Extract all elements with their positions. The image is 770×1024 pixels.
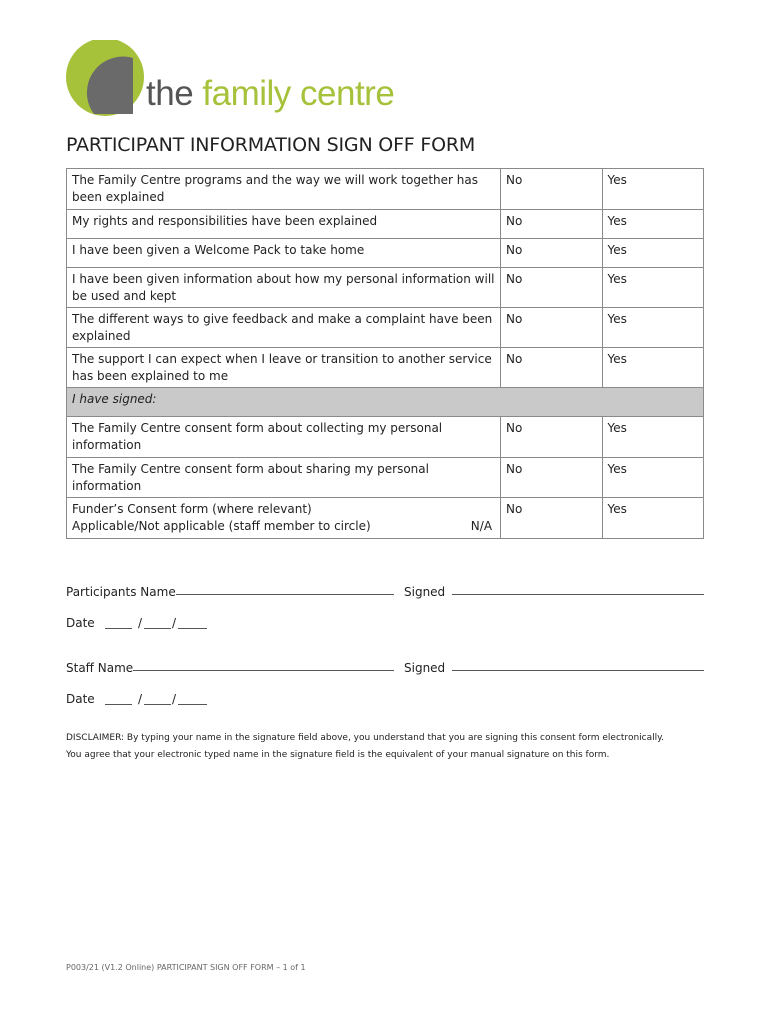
funder-row-question: [67, 498, 501, 539]
row-question: The Family Centre programs and the way we will work together has been explained: [67, 169, 501, 210]
table-row: [67, 308, 704, 348]
date-separator: /: [138, 616, 143, 630]
no-option[interactable]: No: [501, 417, 602, 458]
row-question: The different ways to give feedback and make a complaint have been explained: [67, 308, 501, 348]
participant-date-label: Date: [66, 616, 95, 630]
participant-name-field[interactable]: [176, 594, 394, 595]
staff-signed-label: Signed: [404, 661, 446, 675]
table-row: [67, 458, 704, 498]
row-question: The Family Centre consent form about collecting my personal information: [67, 417, 501, 458]
yes-option[interactable]: Yes: [602, 458, 704, 498]
yes-option[interactable]: Yes: [602, 348, 704, 388]
no-option[interactable]: No: [501, 458, 602, 498]
date-separator: /: [138, 692, 143, 706]
table-row: [67, 210, 704, 239]
yes-option[interactable]: Yes: [602, 417, 704, 458]
table-row: [67, 268, 704, 308]
staff-name-field[interactable]: [133, 670, 394, 671]
staff-name-label: Staff Name: [66, 661, 134, 675]
staff-date-year-field[interactable]: [178, 704, 207, 705]
staff-date-month-field[interactable]: [144, 704, 171, 705]
row-question: The support I can expect when I leave or transition to another service has been explained to me: [67, 348, 501, 388]
no-option[interactable]: No: [501, 169, 602, 210]
no-option[interactable]: No: [501, 498, 602, 539]
logo: [64, 40, 464, 130]
yes-option[interactable]: Yes: [602, 210, 704, 239]
participant-date-year-field[interactable]: [178, 628, 207, 629]
staff-date-day-field[interactable]: [105, 704, 132, 705]
participant-date-day-field[interactable]: [105, 628, 132, 629]
table-row: [67, 169, 704, 210]
page-title: PARTICIPANT INFORMATION SIGN OFF FORM: [66, 134, 476, 156]
funder-line2: [72, 518, 495, 535]
yes-option[interactable]: Yes: [602, 268, 704, 308]
participant-date-month-field[interactable]: [144, 628, 171, 629]
no-option[interactable]: No: [501, 210, 602, 239]
no-option[interactable]: No: [501, 348, 602, 388]
row-question: My rights and responsibilities have been explained: [67, 210, 501, 239]
na-option[interactable]: N/A: [470, 518, 493, 533]
section-header-row: [67, 388, 704, 417]
logo-wordmark: [146, 76, 394, 111]
page-footer: P003/21 (V1.2 Online) PARTICIPANT SIGN OFF FORM – 1 of 1: [66, 963, 306, 972]
funder-line1: Funder’s Consent form (where relevant): [72, 502, 312, 516]
row-question: I have been given a Welcome Pack to take home: [67, 239, 501, 268]
yes-option[interactable]: Yes: [602, 239, 704, 268]
logo-word-rest: family centre: [202, 74, 395, 113]
table-row: [67, 239, 704, 268]
yes-option[interactable]: Yes: [602, 169, 704, 210]
row-question: I have been given information about how my personal information will be used and kept: [67, 268, 501, 308]
disclaimer-line1: DISCLAIMER: By typing your name in the signature field above, you understand that you are signing this consent form electronically.: [66, 733, 665, 743]
no-option[interactable]: No: [501, 268, 602, 308]
participant-name-label: Participants Name: [66, 585, 176, 599]
yes-option[interactable]: Yes: [602, 498, 704, 539]
table-row: [67, 348, 704, 388]
funder-applicable-label: Applicable/Not applicable (staff member to circle): [72, 518, 371, 533]
row-question: The Family Centre consent form about sharing my personal information: [67, 458, 501, 498]
date-separator: /: [172, 692, 177, 706]
no-option[interactable]: No: [501, 239, 602, 268]
logo-mark-icon: [64, 40, 154, 120]
date-separator: /: [172, 616, 177, 630]
section-label: I have signed:: [67, 388, 704, 417]
table-row: [67, 498, 704, 539]
no-option[interactable]: No: [501, 308, 602, 348]
staff-signature-field[interactable]: [452, 670, 704, 671]
disclaimer: [66, 730, 706, 764]
table-row: [67, 417, 704, 458]
participant-signature-field[interactable]: [452, 594, 704, 595]
participant-signed-label: Signed: [404, 585, 446, 599]
yes-option[interactable]: Yes: [602, 308, 704, 348]
logo-word-the: the: [146, 74, 194, 113]
sign-off-table: [66, 168, 704, 539]
disclaimer-line2: You agree that your electronic typed name in the signature field is the equivalent of your manual signature on this form.: [66, 750, 610, 760]
staff-date-label: Date: [66, 692, 95, 706]
